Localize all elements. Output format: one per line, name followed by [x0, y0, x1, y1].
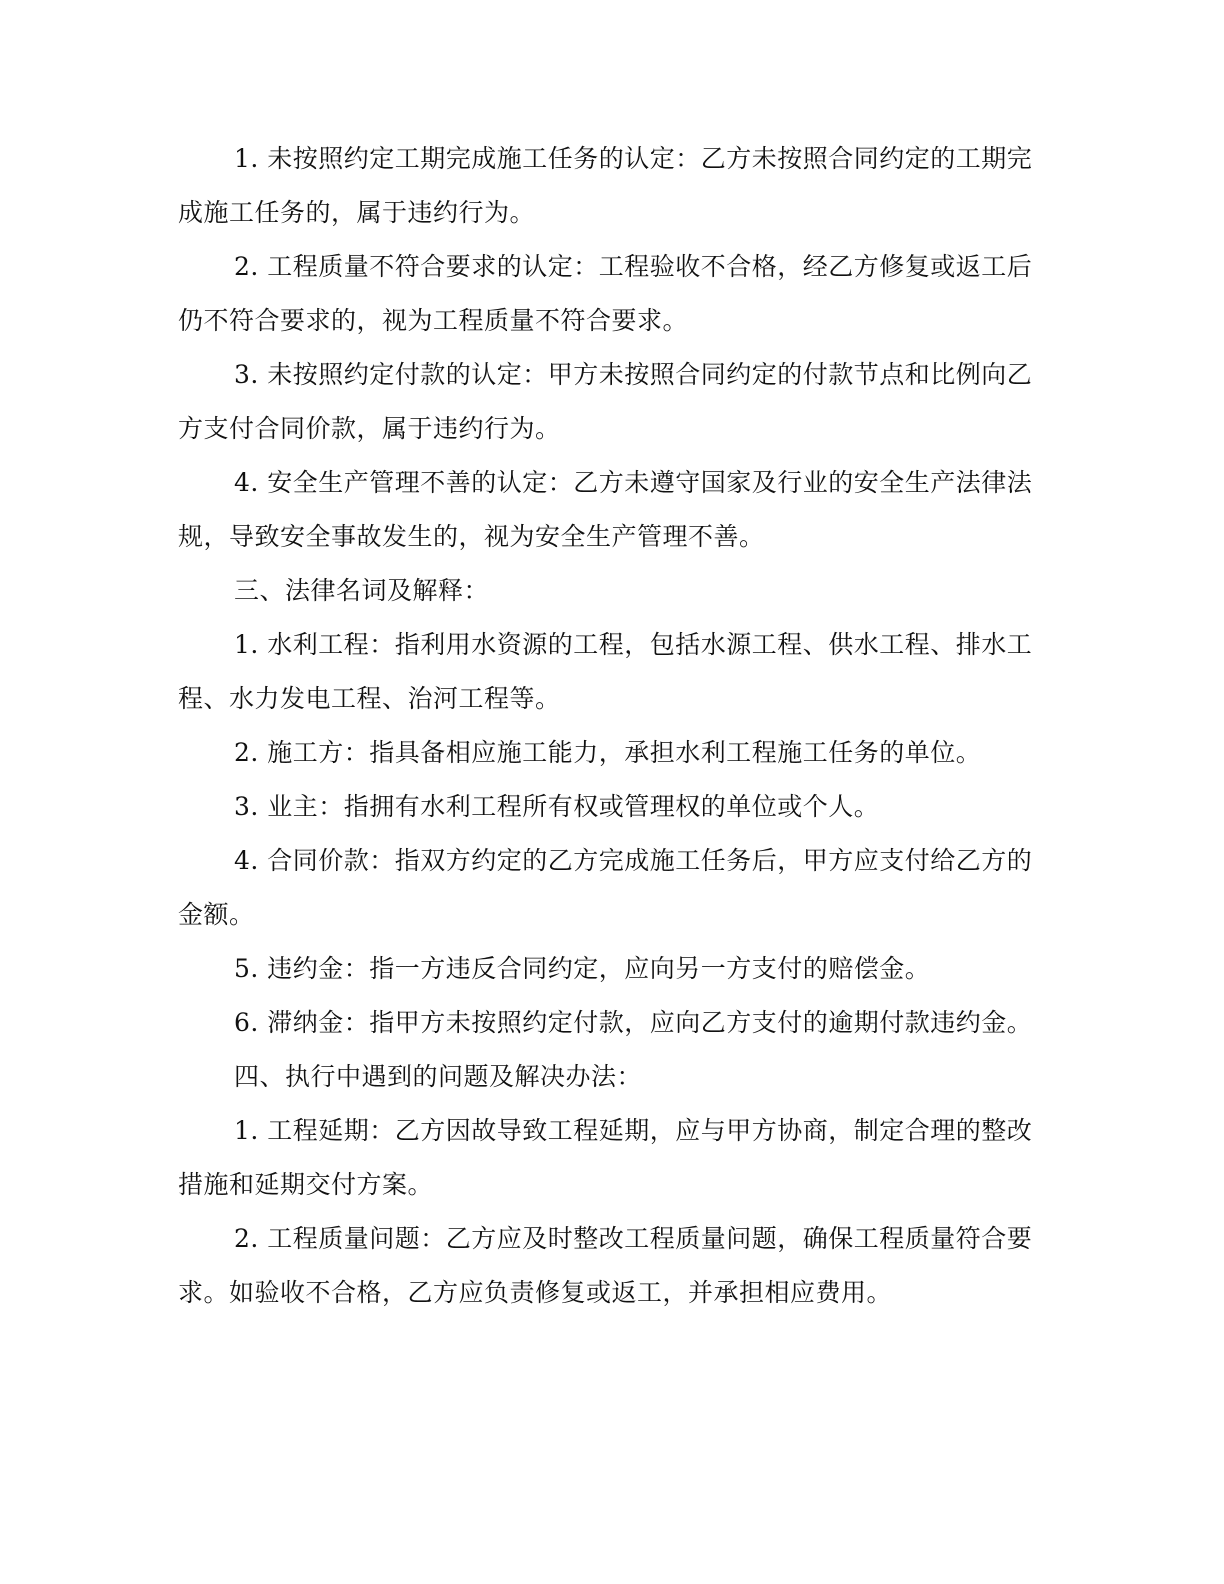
definition-paragraph: 3. 业主：指拥有水利工程所有权或管理权的单位或个人。: [234, 792, 880, 821]
document-body: [178, 132, 1040, 1320]
solution-paragraph: 1. 工程延期：乙方因故导致工程延期，应与甲方协商，制定合理的整改措施和延期交付方案。: [178, 1116, 1033, 1199]
definition-paragraph: 4. 合同价款：指双方约定的乙方完成施工任务后，甲方应支付给乙方的金额。: [178, 846, 1033, 929]
section-heading: 三、法律名词及解释：: [234, 576, 490, 605]
definition-paragraph: 6. 滞纳金：指甲方未按照约定付款，应向乙方支付的逾期付款违约金。: [234, 1008, 1033, 1037]
clause-paragraph: 3. 未按照约定付款的认定：甲方未按照合同约定的付款节点和比例向乙方支付合同价款，属于违约行为。: [178, 360, 1033, 443]
section-heading: 四、执行中遇到的问题及解决办法：: [234, 1062, 643, 1091]
clause-paragraph: 2. 工程质量不符合要求的认定：工程验收不合格，经乙方修复或返工后仍不符合要求的，视为工程质量不符合要求。: [178, 252, 1033, 335]
solution-paragraph: 2. 工程质量问题：乙方应及时整改工程质量问题，确保工程质量符合要求。如验收不合格，乙方应负责修复或返工，并承担相应费用。: [178, 1224, 1033, 1307]
clause-paragraph: 4. 安全生产管理不善的认定：乙方未遵守国家及行业的安全生产法律法规，导致安全事故发生的，视为安全生产管理不善。: [178, 468, 1033, 551]
clause-paragraph: 1. 未按照约定工期完成施工任务的认定：乙方未按照合同约定的工期完成施工任务的，属于违约行为。: [178, 144, 1033, 227]
definition-paragraph: 2. 施工方：指具备相应施工能力，承担水利工程施工任务的单位。: [234, 738, 982, 767]
definition-paragraph: 1. 水利工程：指利用水资源的工程，包括水源工程、供水工程、排水工程、水力发电工程、治河工程等。: [178, 630, 1033, 713]
definition-paragraph: 5. 违约金：指一方违反合同约定，应向另一方支付的赔偿金。: [234, 954, 931, 983]
